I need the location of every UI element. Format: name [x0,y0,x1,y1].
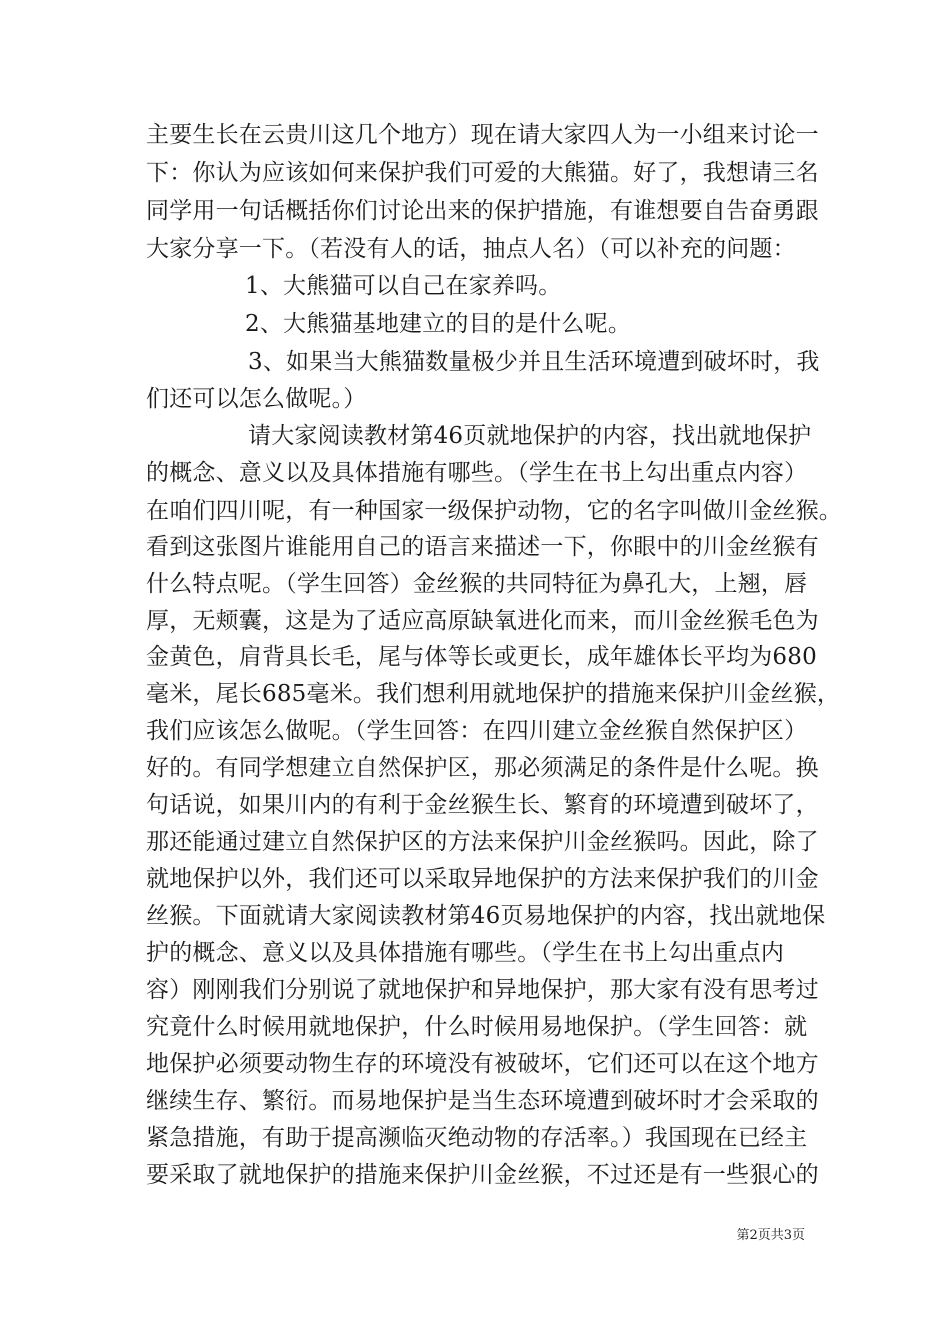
text-line: 3、如果当大熊猫数量极少并且生活环境遭到破坏时，我 [248,349,820,375]
text-line: 请大家阅读教材第46页就地保护的内容，找出就地保护 [248,423,812,449]
text-line: 的概念、意义以及具体措施有哪些。（学生在书上勾出重点内容） [146,460,808,486]
text-line: 在咱们四川呢，有一种国家一级保护动物，它的名字叫做川金丝猴。 [146,498,842,524]
text-line: 金黄色，肩背具长毛，尾与体等长或更长，成年雄体长平均为680 [146,644,817,670]
text-line: 2、大熊猫基地建立的目的是什么呢。 [245,311,632,337]
text-line: 容）刚刚我们分别说了就地保护和异地保护，那大家有没有思考过 [146,977,819,1003]
text-line: 我们应该怎么做呢。（学生回答：在四川建立金丝猴自然保护区） [146,718,808,744]
text-line: 看到这张图片谁能用自己的语言来描述一下，你眼中的川金丝猴有 [146,534,819,560]
text-line: 们还可以怎么做呢。） [146,386,367,412]
text-line: 地保护必须要动物生存的环境没有被破坏，它们还可以在这个地方 [146,1051,819,1077]
text-line: 紧急措施，有助于提高濒临灭绝动物的存活率。）我国现在已经主 [146,1125,808,1151]
text-line: 大家分享一下。（若没有人的话，抽点人名）（可以补充的问题： [146,236,796,262]
text-line: 那还能通过建立自然保护区的方法来保护川金丝猴吗。因此，除了 [146,829,819,855]
text-line: 句话说，如果川内的有利于金丝猴生长、繁育的环境遭到破坏了， [146,792,819,818]
text-line: 同学用一句话概括你们讨论出来的保护措施，有谁想要自告奋勇跟 [146,198,819,224]
text-line: 主要生长在云贵川这几个地方）现在请大家四人为一小组来讨论一 [146,122,819,148]
page-number: 第2页共3页 [736,1228,805,1243]
text-line: 就地保护以外，我们还可以采取异地保护的方法来保护我们的川金 [146,866,819,892]
text-line: 什么特点呢。（学生回答）金丝猴的共同特征为鼻孔大，上翘，唇 [146,571,808,597]
text-line: 毫米，尾长685毫米。我们想利用就地保护的措施来保护川金丝猴， [146,681,841,707]
text-line: 继续生存、繁衍。而易地保护是当生态环境遭到破坏时才会采取的 [146,1088,819,1114]
text-line: 1、大熊猫可以自己在家养吗。 [245,273,562,299]
text-line: 丝猴。下面就请大家阅读教材第46页易地保护的内容，找出就地保 [146,903,826,929]
text-line: 厚，无颊囊，这是为了适应高原缺氧进化而来，而川金丝猴毛色为 [146,608,819,634]
text-line: 护的概念、意义以及具体措施有哪些。（学生在书上勾出重点内 [146,940,785,966]
text-line: 要采取了就地保护的措施来保护川金丝猴，不过还是有一些狠心的 [146,1162,819,1188]
text-line: 好的。有同学想建立自然保护区，那必须满足的条件是什么呢。换 [146,755,819,781]
text-line: 下：你认为应该如何来保护我们可爱的大熊猫。好了，我想请三名 [146,160,819,186]
text-line: 究竟什么时候用就地保护，什么时候用易地保护。（学生回答：就 [146,1014,808,1040]
